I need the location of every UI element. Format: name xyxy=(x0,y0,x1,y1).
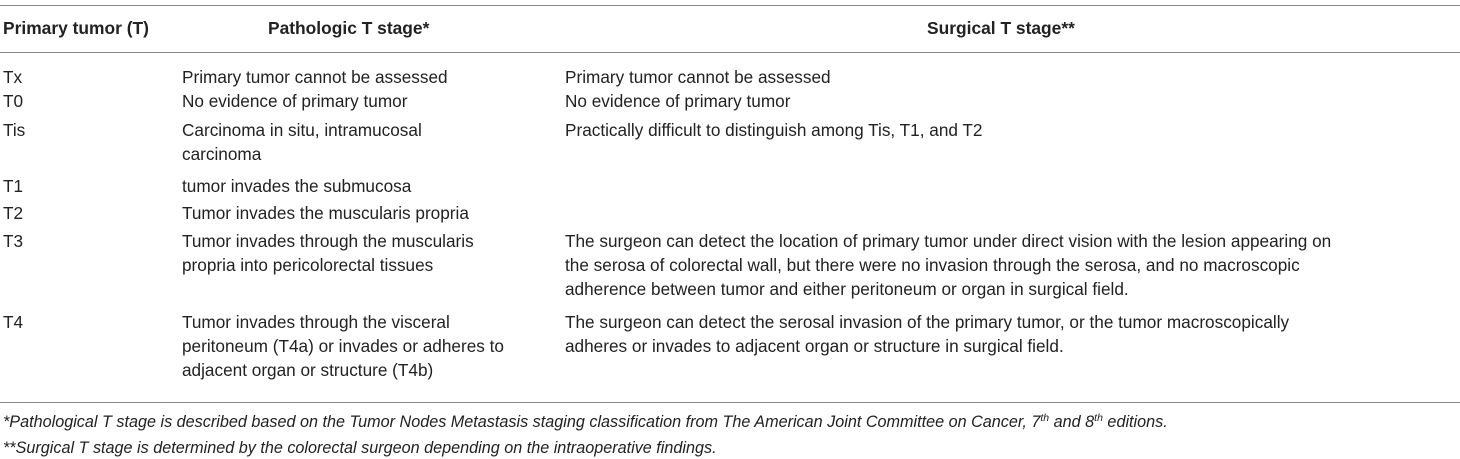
table-bottom-rule xyxy=(0,402,1460,403)
row-stage-label: T0 xyxy=(3,91,24,111)
footnote-pathologic-text-a: *Pathological T stage is described based on the Tumor Nodes Metastasis staging classification from The American Joint Committee on Cancer, 7 xyxy=(3,413,1041,431)
row-pathologic-text: carcinoma xyxy=(182,144,262,165)
row-surgical-text: adheres or invades to adjacent organ or structure in surgical field. xyxy=(565,336,1064,357)
row-surgical-text: Primary tumor cannot be assessed xyxy=(565,67,831,87)
row-pathologic-text: peritoneum (T4a) or invades or adheres to xyxy=(182,336,504,357)
row-stage-label: T3 xyxy=(3,231,24,251)
row-pathologic-text: No evidence of primary tumor xyxy=(182,91,408,111)
footnote-pathologic xyxy=(3,411,1168,433)
footnote-pathologic-text-b: and 8 xyxy=(1049,413,1095,431)
header-surgical-t-stage: Surgical T stage** xyxy=(927,18,1075,38)
row-surgical-text: The surgeon can detect the serosal invasion of the primary tumor, or the tumor macroscopically xyxy=(565,312,1290,332)
table-top-rule xyxy=(0,5,1460,6)
row-surgical-text: No evidence of primary tumor xyxy=(565,91,791,111)
row-stage-label: T1 xyxy=(3,176,24,196)
footnote-surgical: **Surgical T stage is determined by the colorectal surgeon depending on the intraoperative findings. xyxy=(3,439,717,457)
row-surgical-text: Practically difficult to distinguish among Tis, T1, and T2 xyxy=(565,120,983,140)
header-primary-tumor: Primary tumor (T) xyxy=(3,18,149,38)
row-pathologic-text: propria into pericolorectal tissues xyxy=(182,255,434,276)
row-pathologic-text: Tumor invades the muscularis propria xyxy=(182,203,469,223)
row-pathologic-text: adjacent organ or structure (T4b) xyxy=(182,360,434,381)
row-surgical-text: The surgeon can detect the location of primary tumor under direct vision with the lesion appearing on xyxy=(565,231,1332,251)
row-stage-label: T4 xyxy=(3,312,24,332)
header-rule xyxy=(0,52,1460,53)
row-pathologic-text: Carcinoma in situ, intramucosal xyxy=(182,120,422,140)
row-stage-label: T2 xyxy=(3,203,24,223)
header-pathologic-t-stage: Pathologic T stage* xyxy=(268,18,430,38)
footnote-pathologic-text-c: editions. xyxy=(1102,413,1168,431)
row-pathologic-text: Tumor invades through the visceral xyxy=(182,312,450,332)
row-pathologic-text: Tumor invades through the muscularis xyxy=(182,231,474,251)
footnote-superscript: th xyxy=(1094,412,1103,424)
row-pathologic-text: Primary tumor cannot be assessed xyxy=(182,67,448,87)
footnote-superscript: th xyxy=(1040,412,1050,424)
row-surgical-text: adherence between tumor and either peritoneum or organ in surgical field. xyxy=(565,279,1129,300)
row-stage-label: Tis xyxy=(3,120,26,140)
row-surgical-text: the serosa of colorectal wall, but there were no invasion through the serosa, and no macroscopic xyxy=(565,255,1300,276)
row-pathologic-text: tumor invades the submucosa xyxy=(182,176,412,196)
row-stage-label: Tx xyxy=(3,67,23,87)
